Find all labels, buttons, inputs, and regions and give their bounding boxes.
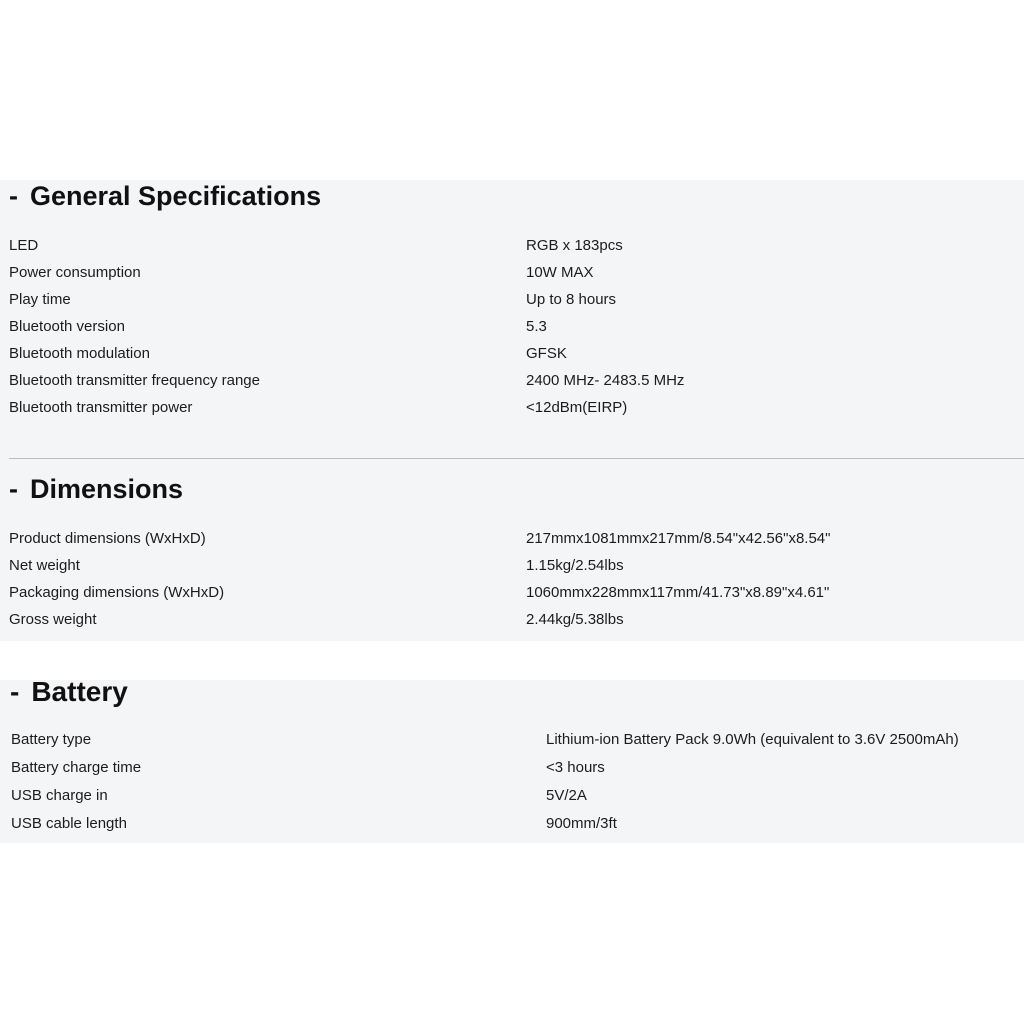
section-title-general: General Specifications	[30, 181, 322, 211]
collapse-toggle-icon[interactable]: -	[10, 676, 20, 707]
spec-label: Battery charge time	[11, 759, 142, 776]
spec-label: LED	[9, 237, 39, 254]
spec-label: Net weight	[9, 557, 80, 574]
spec-value: GFSK	[526, 345, 567, 362]
spec-label: Bluetooth transmitter power	[9, 399, 193, 416]
spec-label: Battery type	[11, 731, 92, 748]
spec-label: Bluetooth transmitter frequency range	[9, 372, 260, 389]
collapse-toggle-icon[interactable]: -	[9, 181, 18, 211]
spec-value: <12dBm(EIRP)	[526, 399, 628, 416]
spec-value: 1.15kg/2.54lbs	[526, 557, 624, 574]
spec-value: <3 hours	[546, 759, 605, 776]
spec-label: Gross weight	[9, 611, 97, 628]
section-title-battery: Battery	[31, 676, 128, 707]
spec-value: 1060mmx228mmx117mm/41.73"x8.89"x4.61"	[526, 584, 830, 601]
spec-value: 2.44kg/5.38lbs	[526, 611, 624, 628]
spec-label: Bluetooth version	[9, 318, 125, 335]
spec-value: 5V/2A	[546, 787, 587, 804]
spec-value: 900mm/3ft	[546, 815, 617, 832]
spec-label: Play time	[9, 291, 71, 308]
section-title-dimensions: Dimensions	[30, 474, 184, 504]
spec-value: 5.3	[526, 318, 547, 335]
specs-panel-battery	[0, 680, 1024, 843]
spec-value: Up to 8 hours	[526, 291, 617, 308]
spec-value: 217mmx1081mmx217mm/8.54"x42.56"x8.54"	[526, 530, 831, 547]
section-heading-general[interactable]	[9, 181, 321, 212]
spec-label: USB cable length	[11, 815, 127, 832]
spec-label: Packaging dimensions (WxHxD)	[9, 584, 225, 601]
spec-label: USB charge in	[11, 787, 108, 804]
spec-label: Bluetooth modulation	[9, 345, 150, 362]
spec-value: 2400 MHz- 2483.5 MHz	[526, 372, 685, 389]
section-divider	[9, 458, 1024, 459]
spec-value: 10W MAX	[526, 264, 594, 281]
section-heading-dimensions[interactable]	[9, 474, 183, 505]
section-heading-battery[interactable]	[10, 676, 128, 708]
collapse-toggle-icon[interactable]: -	[9, 474, 18, 504]
spec-value: RGB x 183pcs	[526, 237, 623, 254]
spec-label: Product dimensions (WxHxD)	[9, 530, 206, 547]
spec-label: Power consumption	[9, 264, 141, 281]
spec-value: Lithium-ion Battery Pack 9.0Wh (equivalent to 3.6V 2500mAh)	[546, 731, 959, 748]
